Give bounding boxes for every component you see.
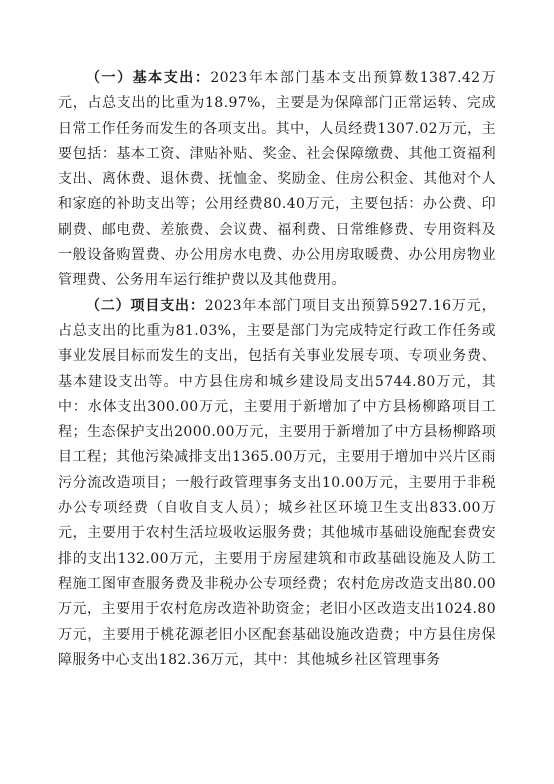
document-page: [58, 66, 496, 673]
project-expenditure-paragraph: [58, 294, 496, 673]
project-expenditure-text: 2023年本部门项目支出预算5927.16万元，占总支出的比重为81.03%，主要是部门为完成特定行政工作任务或事业发展目标而发生的支出，包括有关事业发展专项、专项业务费、基本建设支出等。中方县住房和城乡建设局支出5744.80万元，其中：水体支出300.00万元，主要用于新增加了中方县杨柳路项目工程；生态保护支出2000.00万元，主要用于新增加了中方县杨柳路项目工程；其他污染减排支出1365.00万元，主要用于增加中兴片区雨污分流改造项目；一般行政管理事务支出10.00万元，主要用于非税办公专项经费（自收自支人员）；城乡社区环境卫生支出833.00万元，主要用于农村生活垃圾收运服务费；其他城市基础设施配套费安排的支出132.00万元，主要用于房屋建筑和市政基础设施及人防工程施工图审查服务费及非税办公专项经费；农村危房改造支出80.00万元，主要用于农村危房改造补助资金；老旧小区改造支出1024.80万元，主要用于桃花源老旧小区配套基础设施改造费；中方县住房保障服务中心支出182.36万元，其中：其他城乡社区管理事务: [58, 297, 496, 668]
basic-expenditure-paragraph: [58, 66, 496, 294]
basic-expenditure-text: 2023年本部门基本支出预算数1387.42万元，占总支出的比重为18.97%，主要是为保障部门正常运转、完成日常工作任务而发生的各项支出。其中，人员经费1307.02万元，主要包括：基本工资、津贴补贴、奖金、社会保障缴费、其他工资福利支出、离休费、退休费、抚恤金、奖励金、住房公积金、其他对个人和家庭的补助支出等；公用经费80.40万元，主要包括：办公费、印刷费、邮电费、差旅费、会议费、福利费、日常维修费、专用资料及一般设备购置费、办公用房水电费、办公用房取暖费、办公用房物业管理费、公务用车运行维护费以及其他费用。: [58, 70, 496, 289]
basic-expenditure-heading: （一）基本支出：: [86, 70, 211, 86]
project-expenditure-heading: （二）项目支出：: [86, 297, 205, 314]
